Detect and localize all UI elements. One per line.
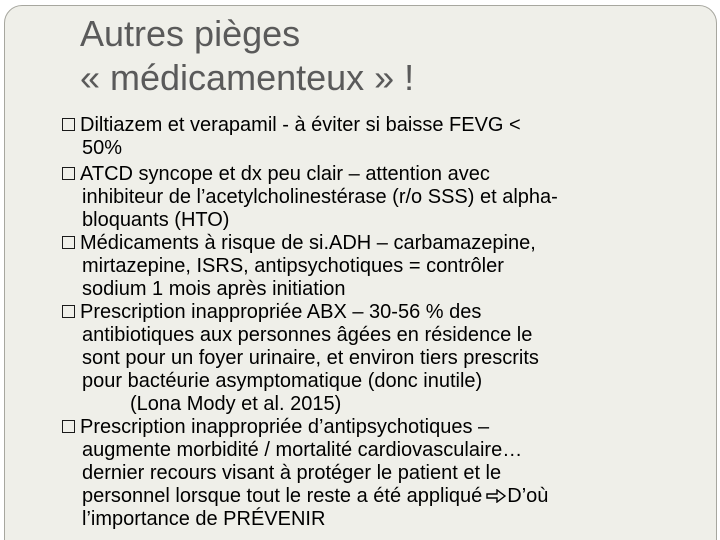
title-line-2: « médicamenteux » !: [80, 57, 415, 98]
bullet-text-line: Prescription inappropriée d’antipsychotiques –: [80, 416, 490, 438]
bullet-text-line: mirtazepine, ISRS, antipsychotiques = contrôler: [82, 255, 504, 277]
bullet-text-segment: personnel lorsque tout le reste a été appliqué: [82, 485, 483, 507]
bullet-text-line: l’importance de PRÉVENIR: [82, 508, 326, 530]
title-line-1: Autres pièges: [80, 13, 301, 54]
checkbox-bullet-icon: [62, 167, 75, 180]
citation-line: (Lona Mody et al. 2015): [130, 393, 342, 415]
checkbox-bullet-icon: [62, 305, 75, 318]
bullet-text-line: sodium 1 mois après initiation: [82, 278, 346, 300]
bullet-text-line: Diltiazem et verapamil - à éviter si baisse FEVG <: [80, 114, 521, 136]
bullet-item: [80, 416, 680, 531]
checkbox-bullet-icon: [62, 236, 75, 249]
bullet-text-line: dernier recours visant à protéger le patient et le: [82, 462, 502, 484]
checkbox-bullet-icon: [62, 118, 75, 131]
bullet-text-line: sont pour un foyer urinaire, et environ tiers prescrits: [82, 347, 539, 369]
bullet-text-line: [80, 485, 680, 508]
bullet-text-line: bloquants (HTO): [82, 209, 230, 231]
bullet-item: [80, 114, 680, 160]
right-arrow-icon: [486, 489, 506, 503]
bullet-text-segment: D’où: [507, 485, 549, 507]
bullet-text-line: antibiotiques aux personnes âgées en résidence le: [82, 324, 533, 346]
bullet-item: [80, 232, 680, 301]
bullet-text-line: ATCD syncope et dx peu clair – attention avec: [80, 163, 490, 185]
bullet-list: [80, 114, 680, 531]
bullet-text-line: augmente morbidité / mortalité cardiovasculaire…: [82, 439, 523, 461]
bullet-item: [80, 163, 680, 232]
bullet-text-line: Prescription inappropriée ABX – 30-56 % des: [80, 301, 482, 323]
bullet-text-line: 50%: [82, 137, 123, 159]
bullet-text-line: Médicaments à risque de si.ADH – carbamazepine,: [80, 232, 536, 254]
checkbox-bullet-icon: [62, 420, 75, 433]
bullet-text-line: inhibiteur de l’acetylcholinestérase (r/o SSS) et alpha-: [82, 186, 558, 208]
bullet-item: [80, 301, 680, 416]
slide-title: [80, 12, 414, 100]
bullet-text-line: pour bactéurie asymptomatique (donc inutile): [82, 370, 483, 392]
